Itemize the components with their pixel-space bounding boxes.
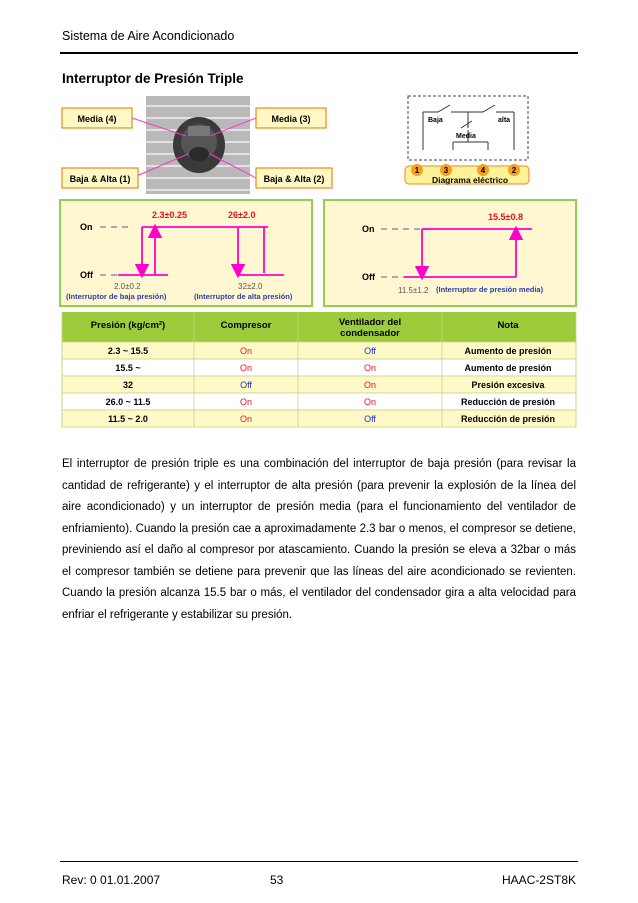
right-caption: (Interruptor de presión media) (436, 285, 544, 294)
header-rule (60, 52, 578, 54)
section-title: Interruptor de Presión Triple (62, 71, 244, 86)
table-cell: Aumento de presión (464, 346, 552, 356)
right-value-2: 11.5±1.2 (398, 286, 429, 295)
table-cell: Presión excesiva (471, 380, 545, 390)
th-ventilador (339, 317, 401, 339)
table-cell: On (363, 380, 377, 390)
table-cell: 2.3 ~ 15.5 (107, 346, 149, 356)
table-cell: Reducción de presión (460, 414, 556, 424)
left-value-4: 32±2.0 (238, 282, 263, 291)
left-value-1: 2.3±0.25 (152, 210, 187, 220)
table-cell: Off (364, 414, 376, 424)
label-baja-alta-1: Baja & Alta (1) (69, 174, 131, 184)
pin-1: 1 (414, 166, 420, 175)
left-value-2: 26±2.0 (228, 210, 256, 220)
left-off-label: Off (80, 270, 93, 280)
page-number: 53 (270, 873, 284, 887)
diagram-label-alta: alta (498, 117, 511, 124)
table-cell: Off (364, 346, 376, 356)
table-cell: On (363, 363, 377, 373)
label-media-3: Media (3) (271, 114, 311, 124)
th-presion: Presión (kg/cm²) (90, 320, 166, 331)
th-nota: Nota (497, 320, 519, 331)
left-on-label: On (80, 222, 93, 232)
graph-medium-switch (324, 200, 576, 306)
pressure-table (62, 312, 576, 427)
pin-4: 4 (480, 166, 486, 175)
body-paragraph: El interruptor de presión triple es una combinación del interruptor de baja presión (para revisar la cantidad de refrigerante) y el interruptor de alta presión (para prevenir la explosión de la línea del aire acondicionado) y un interruptor de presión media (para el funcionamiento del ventilador de enfriamiento). Cuando la presión cae a aproximadamente 2.3 bar o menos, el compresor se detiene, previniendo así el daño al compresor por atascamiento. Cuando la presión se eleva a 32bar o más el compresor también se detiene para prevenir que las líneas del aire acondicionado se revienten. Cuando la presión alcanza 15.5 bar o más, el ventilador del condensador gira a alta velocidad para enfriar el refrigerante y estabilizar su presión. (62, 458, 576, 621)
left-value-3: 2.0±0.2 (114, 282, 141, 291)
table-cell: On (239, 397, 253, 407)
table-cell: 15.5 ~ (115, 363, 141, 373)
th-ventilador-line-2: condensador (340, 328, 400, 339)
footer-revision: Rev: 0 01.01.2007 (62, 873, 161, 887)
table-cell: 11.5 ~ 2.0 (108, 414, 148, 424)
table-cell: On (363, 397, 377, 407)
footer-rule (60, 861, 578, 862)
label-baja-alta-2: Baja & Alta (2) (263, 174, 325, 184)
right-value-1: 15.5±0.8 (488, 212, 523, 222)
diagram-caption: Diagrama eléctrico (431, 175, 509, 185)
table-cell: Aumento de presión (464, 363, 552, 373)
pin-3: 3 (443, 166, 449, 175)
electric-diagram (405, 96, 529, 185)
label-media-4: Media (4) (77, 114, 117, 124)
switch-photo (146, 96, 250, 194)
pressure-switch-figure (58, 92, 580, 432)
left-caption-2: (Interruptor de alta presión) (194, 292, 293, 301)
th-ventilador-line-1: Ventilador del (338, 317, 402, 328)
graph-low-high-switch (60, 200, 312, 306)
th-compresor: Compresor (220, 320, 272, 331)
table-cell: Reducción de presión (460, 397, 556, 407)
table-cell: Off (240, 380, 252, 390)
running-header: Sistema de Aire Acondicionado (62, 29, 235, 43)
table-cell: On (239, 363, 253, 373)
table-cell: 32 (122, 380, 134, 390)
table-cell: On (239, 346, 253, 356)
right-on-label: On (362, 224, 375, 234)
diagram-label-media: Media (456, 133, 476, 140)
pin-2: 2 (511, 166, 517, 175)
table-cell: 26.0 ~ 11.5 (105, 397, 151, 407)
left-caption-1: (Interruptor de baja presión) (66, 292, 167, 301)
footer-doc-code: HAAC-2ST8K (501, 873, 576, 887)
table-cell: On (239, 414, 253, 424)
diagram-label-baja: Baja (428, 117, 443, 124)
right-off-label: Off (362, 272, 375, 282)
